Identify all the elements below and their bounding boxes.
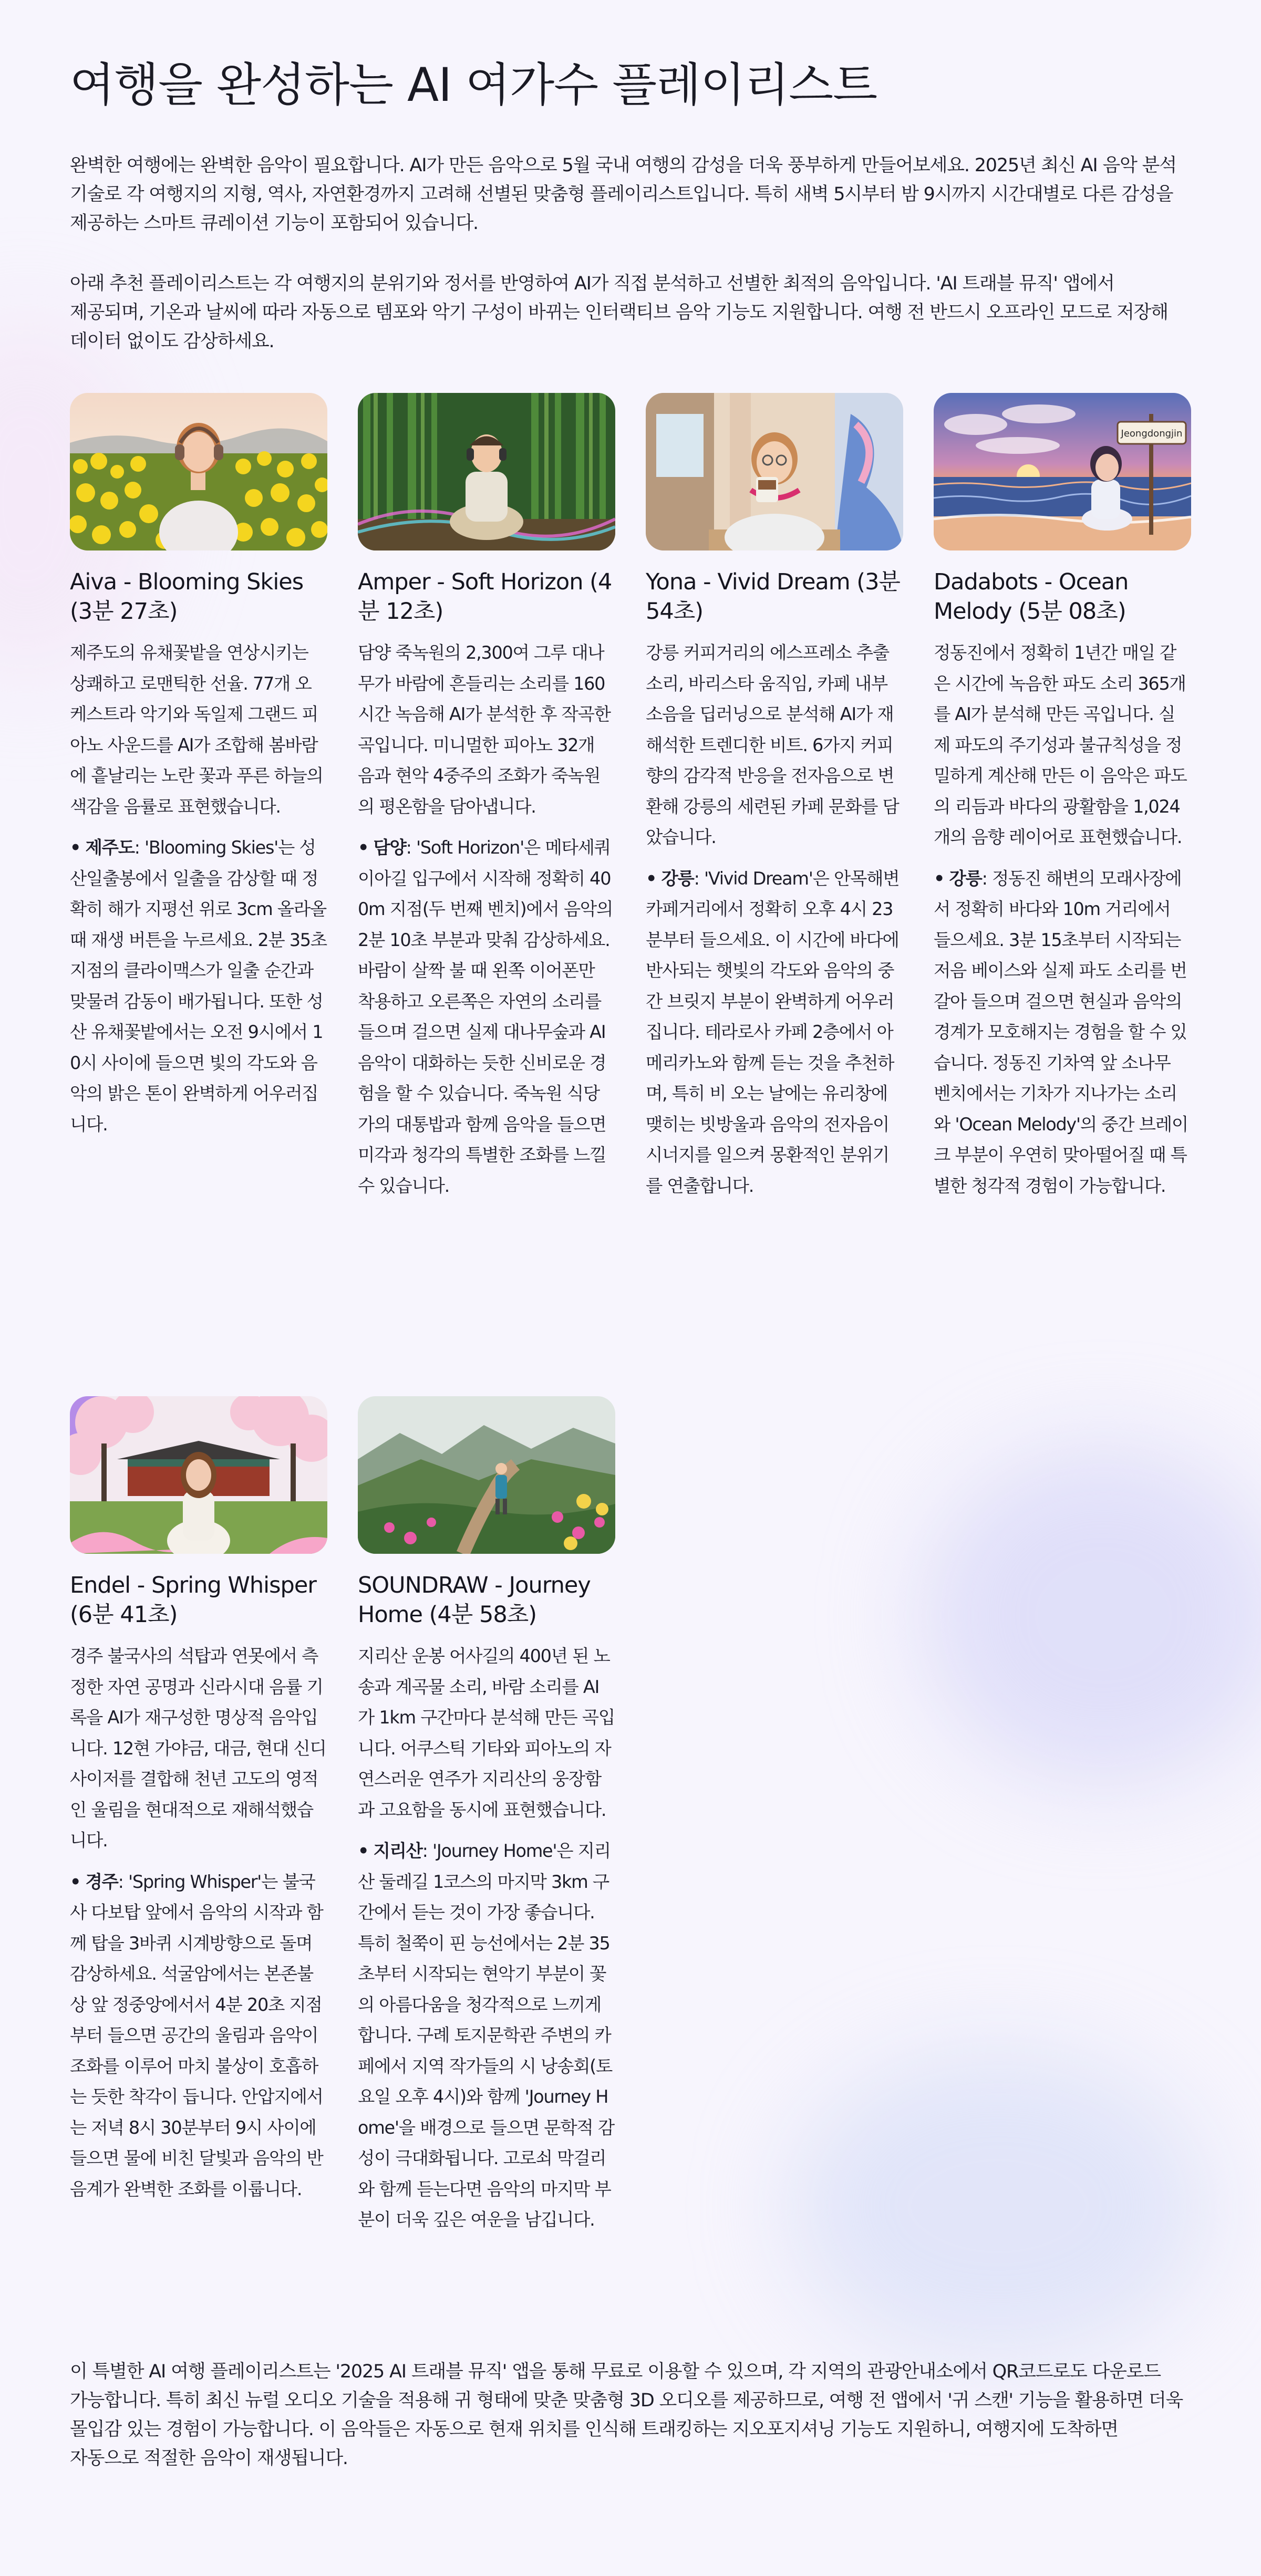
tip-text: : 'Blooming Skies'는 성산일출봉에서 일출을 감상할 때 정확히 해가 지평선 위로 3cm 올라올 때 재생 버튼을 누르세요. 2분 35초 지점의 클라이맥스가 일출 순간과 맞물려 감동이 배가됩니다. 또한 성산 유채꽃밭에서는 오전 9시에서 10시 사이에 들으면 빛의 각도와 음악의 밝은 톤이 완벽하게 어우러집니다. <box>70 837 327 1135</box>
playlist-card-endel <box>70 1396 327 2205</box>
tip-text: : 'Vivid Dream'은 안목해변 카페거리에서 정확히 오후 4시 23분부터 들으세요. 이 시간에 바다에 반사되는 햇빛의 각도와 음악의 중간 브릿지 부분이 완벽하게 어우러집니다. 테라로사 카페 2층에서 아메리카노와 함께 듣는 것을 추천하며, 특히 비 오는 날에는 유리창에 맺히는 빗방울과 음악의 전자음이 시너지를 일으켜 몽환적인 분위기를 연출합니다. <box>646 868 900 1196</box>
tip-location: 강릉 <box>949 868 982 889</box>
card-image-cherry-blossom-temple <box>70 1396 327 1554</box>
card-image-cafe <box>646 393 903 550</box>
playlist-card-dadabots <box>934 393 1191 1201</box>
card-tip <box>70 833 327 1140</box>
footer-paragraph: 이 특별한 AI 여행 플레이리스트는 '2025 AI 트래블 뮤직' 앱을 통해 무료로 이용할 수 있으며, 각 지역의 관광안내소에서 QR코드로도 다운로드 가능합니다. 특히 최신 뉴럴 오디오 기술을 적용해 귀 형태에 맞춘 맞춤형 3D 오디오를 제공하므로, 여행 전 앱에서 '귀 스캔' 기능을 활용하면 더욱 몰입감 있는 경험이 가능합니다. 이 음악들은 자동으로 현재 위치를 인식해 트래킹하는 지오포지셔닝 기능도 지원하니, 여행지에 도착하면 자동으로 적절한 음악이 재생됩니다. <box>70 2361 1183 2469</box>
bullet: • <box>358 1841 369 1861</box>
card-description: 지리산 운봉 어사길의 400년 된 노송과 계곡물 소리, 바람 소리를 AI가 1km 구간마다 분석해 만든 곡입니다. 어쿠스틱 기타와 피아노의 자연스러운 연주가 지리산의 웅장함과 고요함을 동시에 표현했습니다. <box>358 1646 615 1820</box>
mountain-trail-illustration <box>358 1396 615 1554</box>
card-tip <box>70 1867 327 2205</box>
bullet: • <box>934 868 945 889</box>
intro-paragraph-2: 아래 추천 플레이리스트는 각 여행지의 분위기와 정서를 반영하여 AI가 직접 분석하고 선별한 최적의 음악입니다. 'AI 트래블 뮤직' 앱에서 제공되며, 기온과 날씨에 따라 자동으로 템포와 악기 구성이 바뀌는 인터랙티브 음악 기능도 지원합니다. 여행 전 반드시 오프라인 모드로 저장해 데이터 없이도 감상하세요. <box>70 273 1168 352</box>
tip-text: : 정동진 해변의 모래사장에서 정확히 바다와 10m 거리에서 들으세요. 3분 15초부터 시작되는 저음 베이스와 실제 파도 소리를 번갈아 들으며 걸으면 현실과 음악의 경계가 모호해지는 경험을 할 수 있습니다. 정동진 기차역 앞 소나무 벤치에서는 기차가 지나가는 소리와 'Ocean Melody'의 중간 브레이크 부분이 우연히 맞아떨어질 때 특별한 청각적 경험이 가능합니다. <box>934 868 1188 1196</box>
tip-text: : 'Spring Whisper'는 불국사 다보탑 앞에서 음악의 시작과 함께 탑을 3바퀴 시계방향으로 돌며 감상하세요. 석굴암에서는 본존불상 앞 정중앙에서서 4분 20초 지점부터 들으면 공간의 울림과 음악이 조화를 이루어 마치 불상이 호흡하는 듯한 착각이 듭니다. 안압지에서는 저녁 8시 30분부터 9시 사이에 들으면 물에 비친 달빛과 음악의 반음계가 완벽한 조화를 이룹니다. <box>70 1871 323 2199</box>
card-tip <box>646 864 903 1202</box>
sign-text: Jeongdongjin <box>1121 428 1183 439</box>
playlist-card-yona <box>646 393 903 1201</box>
card-description: 정동진에서 정확히 1년간 매일 같은 시간에 녹음한 파도 소리 365개를 AI가 분석해 만든 곡입니다. 실제 파도의 주기성과 불규칙성을 정밀하게 계산해 만든 이 음악은 파도의 리듬과 바다의 광활함을 1,024개의 음향 레이어로 표현했습니다. <box>934 642 1187 847</box>
card-image-mountain-trail <box>358 1396 615 1554</box>
bamboo-forest-illustration <box>358 393 615 550</box>
card-image-bamboo-forest <box>358 393 615 550</box>
card-title: Aiva - Blooming Skies (3분 27초) <box>70 569 304 625</box>
intro-paragraph-1: 완벽한 여행에는 완벽한 음악이 필요합니다. AI가 만든 음악으로 5월 국내 여행의 감성을 더욱 풍부하게 만들어보세요. 2025년 최신 AI 음악 분석 기술로 각 여행지의 지형, 역사, 자연환경까지 고려해 선별된 맞춤형 플레이리스트입니다. 특히 새벽 5시부터 밤 9시까지 시간대별로 다른 감성을 제공하는 스마트 큐레이션 기능이 포함되어 있습니다. <box>70 155 1176 234</box>
tip-location: 경주 <box>85 1871 118 1892</box>
canola-field-illustration <box>70 393 327 550</box>
page-title: 여행을 완성하는 AI 여가수 플레이리스트 <box>70 58 877 112</box>
tip-location: 강릉 <box>661 868 694 889</box>
card-description: 강릉 커피거리의 에스프레소 추출 소리, 바리스타 움직임, 카페 내부 소음을 딥러닝으로 분석해 AI가 재해석한 트렌디한 비트. 6가지 커피 향의 감각적 반응을 전자음으로 변환해 강릉의 세련된 카페 문화를 담았습니다. <box>646 642 899 847</box>
bullet: • <box>70 837 81 858</box>
card-tip <box>934 864 1191 1202</box>
bullet: • <box>646 868 657 889</box>
card-title: Endel - Spring Whisper (6분 41초) <box>70 1572 316 1628</box>
bullet: • <box>70 1871 81 1892</box>
cherry-blossom-temple-illustration <box>70 1396 327 1554</box>
card-tip <box>358 833 615 1201</box>
cafe-illustration <box>646 393 903 550</box>
card-title: Amper - Soft Horizon (4분 12초) <box>358 569 612 625</box>
card-title: Yona - Vivid Dream (3분 54초) <box>646 569 900 625</box>
playlist-card-amper <box>358 393 615 1201</box>
playlist-card-soundraw <box>358 1396 615 2236</box>
card-image-canola-field <box>70 393 327 550</box>
ocean-sunset-illustration <box>934 393 1191 550</box>
card-tip <box>358 1836 615 2236</box>
card-title: SOUNDRAW - Journey Home (4분 58초) <box>358 1572 591 1628</box>
tip-location: 지리산 <box>373 1841 422 1861</box>
tip-location: 담양 <box>373 837 406 858</box>
card-description: 경주 불국사의 석탑과 연못에서 측정한 자연 공명과 신라시대 음률 기록을 AI가 재구성한 명상적 음악입니다. 12현 가야금, 대금, 현대 신디사이저를 결합해 천년 고도의 영적인 울림을 현대적으로 재해석했습니다. <box>70 1646 326 1851</box>
tip-text: : 'Soft Horizon'은 메타세쿼이아길 입구에서 시작해 정확히 400m 지점(두 번째 벤치)에서 음악의 2분 10초 부분과 맞춰 감상하세요. 바람이 살짝 불 때 왼쪽 이어폰만 착용하고 오른쪽은 자연의 소리를 들으며 걸으면 실제 대나무숲과 AI 음악이 대화하는 듯한 신비로운 경험을 할 수 있습니다. 죽녹원 식당가의 대통밥과 함께 음악을 들으면 미각과 청각의 특별한 조화를 느낄 수 있습니다. <box>358 837 613 1196</box>
card-description: 담양 죽녹원의 2,300여 그루 대나무가 바람에 흔들리는 소리를 160시간 녹음해 AI가 분석한 후 작곡한 곡입니다. 미니멀한 피아노 32개 음과 현악 4중주의 조화가 죽녹원의 평온함을 담아냅니다. <box>358 642 611 817</box>
tip-location: 제주도 <box>85 837 135 858</box>
tip-text: : 'Journey Home'은 지리산 둘레길 1코스의 마지막 3km 구간에서 듣는 것이 가장 좋습니다. 특히 철쭉이 핀 능선에서는 2분 35초부터 시작되는 현악기 부분이 꽃의 아름다움을 청각적으로 느끼게 합니다. 구례 토지문학관 주변의 카페에서 지역 작가들의 시 낭송회(토요일 오후 4시)와 함께 'Journey Home'을 배경으로 들으면 문학적 감성이 극대화됩니다. 고로쇠 막걸리와 함께 듣는다면 음악의 마지막 부분이 더욱 깊은 여운을 남깁니다. <box>358 1841 614 2230</box>
card-title: Dadabots - Ocean Melody (5분 08초) <box>934 569 1129 625</box>
card-image-ocean-sunset <box>934 393 1191 550</box>
card-description: 제주도의 유채꽃밭을 연상시키는 상쾌하고 로맨틱한 선율. 77개 오케스트라 악기와 독일제 그랜드 피아노 사운드를 AI가 조합해 봄바람에 흩날리는 노란 꽃과 푸른 하늘의 색감을 음률로 표현했습니다. <box>70 642 323 817</box>
playlist-card-aiva <box>70 393 327 1140</box>
bullet: • <box>358 837 369 858</box>
